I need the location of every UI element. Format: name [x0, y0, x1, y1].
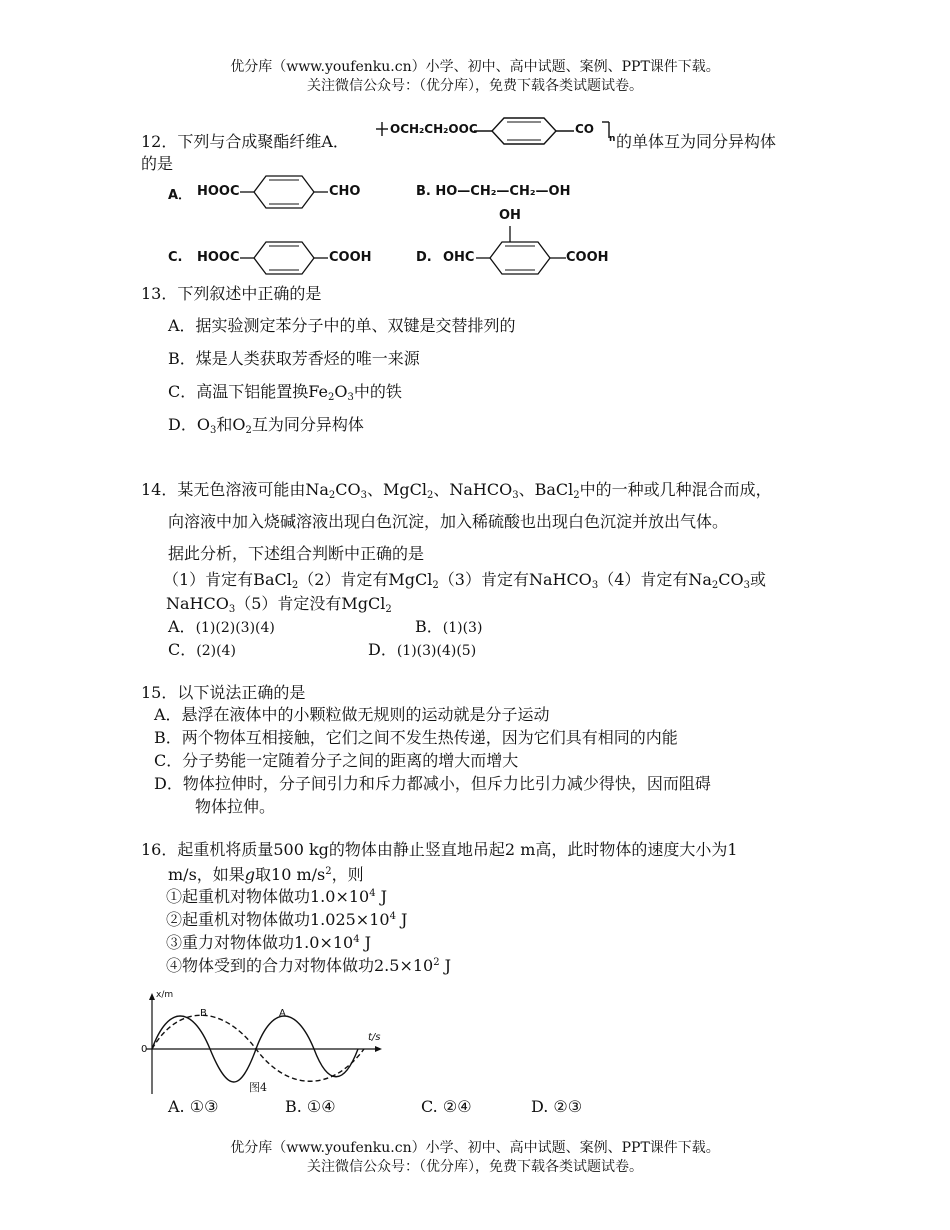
q14-t4: 、NaHCO: [433, 480, 513, 499]
q16-s2-exp: 4: [389, 911, 396, 922]
q14-a-value: (1)(2)(3)(4): [195, 620, 275, 636]
q14-t2: CO: [335, 480, 361, 499]
q14-b-value: (1)(3): [442, 620, 483, 636]
q13-d-text-3: 互为同分异构体: [251, 415, 364, 434]
q14-st4: （4）肯定有Na: [598, 570, 712, 589]
x-axis-label: t/s: [368, 1032, 381, 1043]
option-d-top-group: OH: [499, 208, 521, 223]
q16-statement-2: [166, 907, 407, 930]
q12-stem: 12．下列与合成聚酯纤维A．: [141, 132, 349, 151]
q14-st4b-sub: 3: [743, 580, 751, 591]
q12-polymer-structure: [376, 112, 614, 156]
q13-option-d[interactable]: [168, 415, 364, 441]
q14-t6: 中的一种或几种混合而成，: [579, 480, 772, 499]
q12-option-d[interactable]: [416, 208, 616, 280]
q14-t5: 、BaCl: [518, 480, 574, 499]
option-c-label: C.: [168, 250, 183, 265]
q14-a-label: A．: [168, 617, 196, 636]
q16-s1-unit: J: [375, 887, 388, 906]
q13-d-sub-3: 3: [209, 425, 217, 436]
option-d-label: D.: [416, 250, 432, 265]
q12-option-a[interactable]: [168, 172, 368, 214]
q13-stem: 13．下列叙述中正确的是: [141, 284, 322, 303]
y-axis-arrow: [149, 993, 155, 1000]
q13-d-sub-2: 2: [245, 425, 252, 436]
header-line-1: 优分库（www.youfenku.cn）小学、初中、高中试题、案例、PPT课件下载。: [230, 59, 720, 75]
option-a-right-group: CHO: [329, 184, 361, 199]
q16-option-c[interactable]: C. ②④: [421, 1097, 472, 1116]
polymer-n: n: [609, 134, 616, 144]
q14-c-value: (2)(4): [196, 643, 236, 659]
q15-option-d[interactable]: D．物体拉伸时，分子间引力和斥力都减小，但斥力比引力减少得快，因而阻碍: [154, 774, 711, 793]
q12-option-b[interactable]: B. HO—CH₂—CH₂—OH: [416, 184, 571, 199]
q14-st1-sub: 2: [291, 580, 299, 591]
x-axis-arrow: [375, 1046, 382, 1052]
q14-s4: 3: [512, 490, 519, 501]
q16-t3: ，则: [331, 865, 364, 884]
footer-line-2: 关注微信公众号：（优分库），免费下载各类试题试卷。: [307, 1159, 643, 1175]
q15-option-a[interactable]: A．悬浮在液体中的小颗粒做无规则的运动就是分子运动: [154, 705, 550, 724]
q13-c-sub-2: 2: [327, 392, 335, 403]
q14-st4b: CO: [718, 570, 744, 589]
q12-option-c[interactable]: [168, 238, 378, 280]
q14-statements-line-1: [163, 570, 766, 596]
q14-st5-sub: 3: [228, 604, 236, 615]
q16-option-b[interactable]: B. ①④: [285, 1097, 336, 1116]
q14-st1: （1）肯定有BaCl: [163, 570, 292, 589]
q13-c-sub-3: 3: [347, 392, 354, 403]
polymer-left-group: OCH₂CH₂OOC: [390, 122, 478, 136]
q14-c-label: C．: [168, 640, 197, 659]
q14-t3: 、MgCl: [367, 480, 428, 499]
polymer-right-group: CO: [575, 122, 595, 136]
q16-sup: 2: [325, 866, 332, 877]
benzene-ring-c: [240, 238, 330, 280]
q14-s1: 2: [328, 490, 336, 501]
option-c-right-group: COOH: [329, 250, 372, 265]
q14-stem-line-2: 向溶液中加入烧碱溶液出现白色沉淀，加入稀硫酸也出现白色沉淀并放出气体。: [168, 512, 729, 531]
q14-d-label: D．: [368, 640, 397, 659]
q16-stem-line-2: [168, 862, 364, 885]
q16-s4-exp: 2: [433, 957, 440, 968]
q16-t1: m/s，如果: [168, 865, 245, 884]
q16-s3-exp: 4: [353, 934, 360, 945]
q14-stem-line-1: [141, 480, 772, 506]
q14-st5: NaHCO: [166, 594, 229, 613]
q16-statement-1: [166, 884, 387, 907]
q15-stem: 15．以下说法正确的是: [141, 683, 306, 702]
q14-s5: 2: [573, 490, 580, 501]
q16-option-d[interactable]: D. ②③: [531, 1097, 583, 1116]
q16-stem-line-1: 16．起重机将质量500 kg的物体由静止竖直地吊起2 m高，此时物体的速度大小为1: [141, 840, 738, 859]
option-a-left-group: HOOC: [197, 184, 240, 199]
q14-option-d[interactable]: [368, 640, 476, 661]
benzene-ring-d: [476, 224, 576, 280]
q14-st4-sub: 2: [711, 580, 719, 591]
q16-s4-unit: J: [439, 956, 452, 975]
q16-s1-text: ①起重机对物体做功1.0×10: [166, 887, 370, 906]
q13-c-text-3: 中的铁: [353, 382, 402, 401]
header-line-2: 关注微信公众号：（优分库），免费下载各类试题试卷。: [307, 78, 643, 94]
q16-s1-exp: 4: [369, 888, 376, 899]
y-axis-label: x/m: [156, 990, 174, 1000]
q13-c-text-2: O: [334, 382, 348, 401]
figure-4: [138, 990, 398, 1096]
q13-d-text-2: 和O: [216, 415, 246, 434]
curve-a-label: A: [279, 1008, 286, 1019]
q16-statement-4: [166, 953, 451, 976]
option-d-right-group: COOH: [566, 250, 609, 265]
q13-c-text-1: C．高温下铝能置换Fe: [168, 382, 328, 401]
q15-option-d-continued: 物体拉伸。: [195, 797, 276, 816]
q15-option-c[interactable]: C．分子势能一定随着分子之间的距离的增大而增大: [154, 751, 519, 770]
wave-b: [152, 1015, 364, 1081]
q12-stem-end: 的是: [141, 154, 174, 173]
q13-option-a[interactable]: A．据实验测定苯分子中的单、双键是交替排列的: [168, 316, 516, 335]
q14-option-c[interactable]: [168, 640, 236, 661]
q14-st2-sub: 2: [432, 580, 439, 591]
q16-s3-unit: J: [359, 933, 372, 952]
q16-s3-text: ③重力对物体做功1.0×10: [166, 933, 354, 952]
q16-t2: 取10 m/s: [255, 865, 326, 884]
q14-st6: （5）肯定没有MgCl: [235, 594, 386, 613]
q14-st4c: 或: [750, 570, 767, 589]
option-c-left-group: HOOC: [197, 250, 240, 265]
q14-option-b[interactable]: [415, 617, 482, 638]
origin-label: 0: [141, 1044, 148, 1055]
q14-st6-sub: 2: [385, 604, 392, 615]
q13-option-c[interactable]: [168, 382, 402, 408]
q14-d-value: (1)(3)(4)(5): [396, 643, 477, 659]
curve-b-label: B: [200, 1008, 207, 1019]
q16-s2-unit: J: [395, 910, 408, 929]
wave-graph: [138, 990, 398, 1096]
q14-b-label: B．: [415, 617, 443, 636]
option-a-label: A．: [168, 188, 192, 203]
q16-g: g: [244, 865, 256, 884]
q14-st3-sub: 3: [591, 580, 599, 591]
q14-t1: 14．某无色溶液可能由Na: [141, 480, 329, 499]
figure-caption: 图4: [249, 1081, 267, 1094]
q14-option-a[interactable]: [168, 617, 275, 638]
q16-s2-text: ②起重机对物体做功1.025×10: [166, 910, 390, 929]
option-d-left-group: OHC: [443, 250, 475, 265]
benzene-ring-a: [240, 172, 330, 214]
q13-d-text-1: D．O: [168, 415, 210, 434]
footer-line-1: 优分库（www.youfenku.cn）小学、初中、高中试题、案例、PPT课件下载。: [230, 1140, 720, 1156]
q14-s3: 2: [427, 490, 434, 501]
q14-st3: （3）肯定有NaHCO: [438, 570, 592, 589]
q16-s4-text: ④物体受到的合力对物体做功2.5×10: [166, 956, 434, 975]
q15-option-b[interactable]: B．两个物体互相接触，它们之间不发生热传递，因为它们具有相同的内能: [154, 728, 678, 747]
q13-option-b[interactable]: B．煤是人类获取芳香烃的唯一来源: [168, 349, 420, 368]
q14-stem-line-3: 据此分析，下述组合判断中正确的是: [168, 544, 425, 563]
q12-stem-continued: 的单体互为同分异构体: [616, 132, 777, 151]
q16-option-a[interactable]: A. ①③: [168, 1097, 219, 1116]
q14-st2: （2）肯定有MgCl: [298, 570, 433, 589]
q14-s2: 3: [360, 490, 368, 501]
q16-statement-3: [166, 930, 371, 953]
